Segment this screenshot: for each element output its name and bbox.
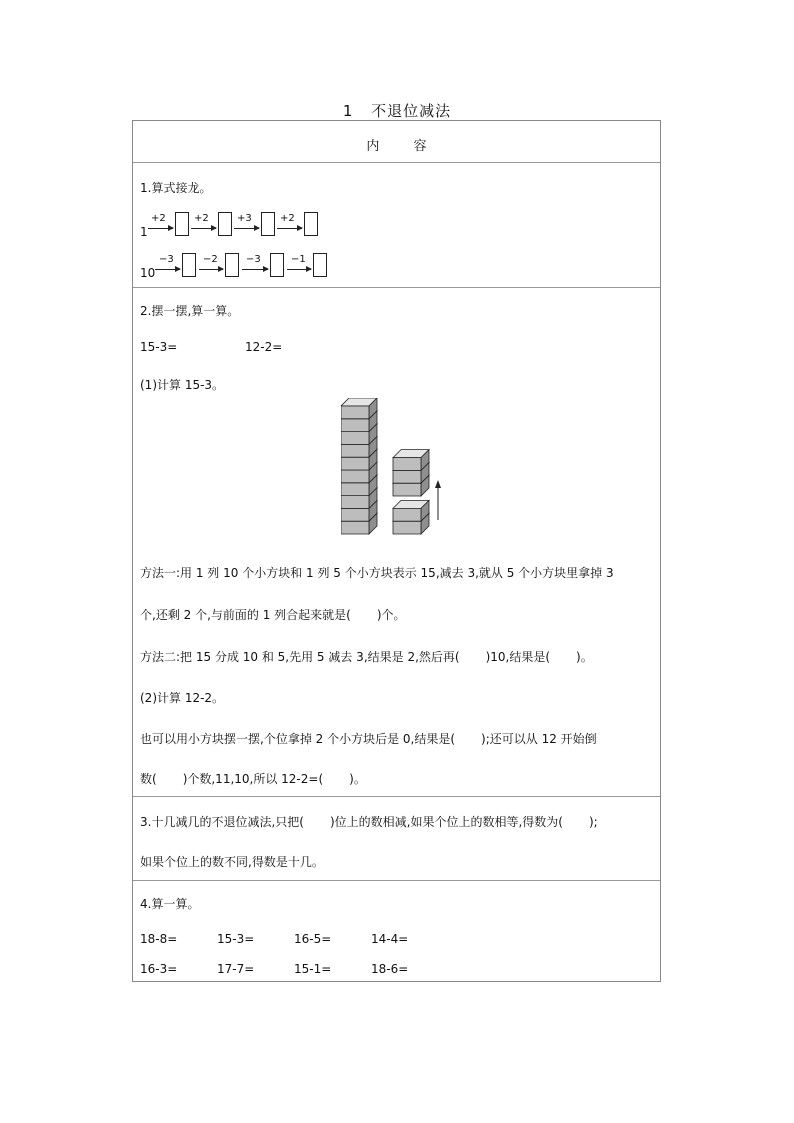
- cube-face: [341, 457, 369, 470]
- q4-problem: 14-4=: [371, 932, 409, 946]
- q4-problem: 15-3=: [217, 932, 255, 946]
- chain2-start: 10: [140, 266, 156, 280]
- cube-face: [393, 470, 421, 483]
- chain1-box-3[interactable]: [261, 212, 275, 236]
- q4-label: 4.算一算。: [140, 897, 200, 911]
- text-segment: 个,还剩 2 个,与前面的 1 列合起来就是(: [140, 608, 351, 622]
- cube-face: [341, 406, 369, 419]
- text-segment: 3.十几减几的不退位减法,只把(: [140, 815, 304, 829]
- q3-line-2: 如果个位上的数不同,得数是十几。: [140, 855, 324, 869]
- q2-label: 2.摆一摆,算一算。: [140, 304, 240, 318]
- chain2-box-4[interactable]: [313, 253, 327, 277]
- worksheet-table: [132, 120, 661, 982]
- chain2-box-3[interactable]: [270, 253, 284, 277]
- text-segment: 数(: [140, 772, 157, 786]
- cube-face: [341, 508, 369, 521]
- text-segment: )个数,11,10,所以 12-2=(: [182, 772, 324, 786]
- q1-label: 1.算式接龙。: [140, 181, 212, 195]
- cube-face: [393, 508, 421, 521]
- chain1-box-2[interactable]: [218, 212, 232, 236]
- q2-eq-2: 12-2=: [245, 340, 283, 354]
- q4-problem: 17-7=: [217, 962, 255, 976]
- page-title: [0, 100, 794, 121]
- chain1-arrow-3: [234, 228, 259, 229]
- cube-blocks-illustration: [341, 398, 451, 548]
- cube-face: [341, 444, 369, 457]
- q2-sub-2: (2)计算 12-2。: [140, 691, 225, 705]
- text-segment: )10,结果是(: [485, 650, 551, 664]
- question-1-row: [133, 162, 660, 287]
- cube-face: [341, 483, 369, 496]
- q2-method2-line: [140, 648, 593, 665]
- chain1-op-3: +3: [237, 213, 252, 224]
- q4-problem: 18-6=: [371, 962, 409, 976]
- up-arrow-icon: [435, 480, 441, 520]
- chain1-op-4: +2: [280, 213, 295, 224]
- q2-line-2b: [140, 770, 366, 787]
- cube-face: [341, 470, 369, 483]
- q2-sub-1: (1)计算 15-3。: [140, 378, 225, 392]
- text-segment: )个。: [376, 608, 406, 622]
- title-text: 不退位减法: [371, 102, 452, 120]
- chain2-arrow-4: [287, 269, 311, 270]
- chain2-op-2: −2: [203, 254, 218, 265]
- text-segment: )位上的数相减,如果个位上的数相等,得数为(: [329, 815, 563, 829]
- cube-face: [393, 483, 421, 496]
- chain1-box-1[interactable]: [175, 212, 189, 236]
- q2-method1-line-a: 方法一:用 1 列 10 个小方块和 1 列 5 个小方块表示 15,减去 3,就从 5 个小方块里拿掉 3: [140, 566, 614, 580]
- question-3-row: [133, 796, 660, 880]
- q4-problem: 16-3=: [140, 962, 178, 976]
- cube-face: [341, 521, 369, 534]
- question-4-row: [133, 880, 660, 981]
- chain1-op-2: +2: [194, 213, 209, 224]
- q2-method1-line-b: [140, 606, 406, 623]
- chain2-box-2[interactable]: [225, 253, 239, 277]
- chain2-arrow-3: [242, 269, 268, 270]
- text-segment: )。: [576, 650, 593, 664]
- text-segment: 方法二:把 15 分成 10 和 5,先用 5 减去 3,结果是 2,然后再(: [140, 650, 460, 664]
- q4-problem: 16-5=: [294, 932, 332, 946]
- q4-problem: 18-8=: [140, 932, 178, 946]
- q2-eq-1: 15-3=: [140, 340, 178, 354]
- chain1-arrow-4: [277, 228, 302, 229]
- chain1-box-4[interactable]: [304, 212, 318, 236]
- header-row: [133, 121, 660, 162]
- chain2-op-1: −3: [159, 254, 174, 265]
- chain2-box-1[interactable]: [182, 253, 196, 277]
- text-segment: );: [588, 815, 598, 829]
- cube-face: [393, 458, 421, 471]
- text-segment: 也可以用小方块摆一摆,个位拿掉 2 个小方块后是 0,结果是(: [140, 732, 456, 746]
- cube-face: [341, 419, 369, 432]
- cube-face: [341, 432, 369, 445]
- text-segment: );还可以从 12 开始倒: [481, 732, 597, 746]
- q4-problem: 15-1=: [294, 962, 332, 976]
- chain1-start: 1: [140, 225, 148, 239]
- chain2-op-3: −3: [246, 254, 261, 265]
- title-number: 1: [342, 102, 354, 120]
- chain2-arrow-2: [199, 269, 223, 270]
- chain1-arrow-2: [191, 228, 216, 229]
- text-segment: )。: [349, 772, 366, 786]
- cube-face: [341, 496, 369, 509]
- question-2-row: [133, 287, 660, 796]
- chain1-arrow-1: [148, 228, 173, 229]
- q2-line-2a: [140, 730, 597, 747]
- chain1-op-1: +2: [151, 213, 166, 224]
- header-label: 内 容: [366, 139, 427, 154]
- q3-line-1: [140, 813, 598, 830]
- cube-face: [393, 521, 421, 534]
- chain2-op-4: −1: [291, 254, 306, 265]
- chain2-arrow-1: [155, 269, 180, 270]
